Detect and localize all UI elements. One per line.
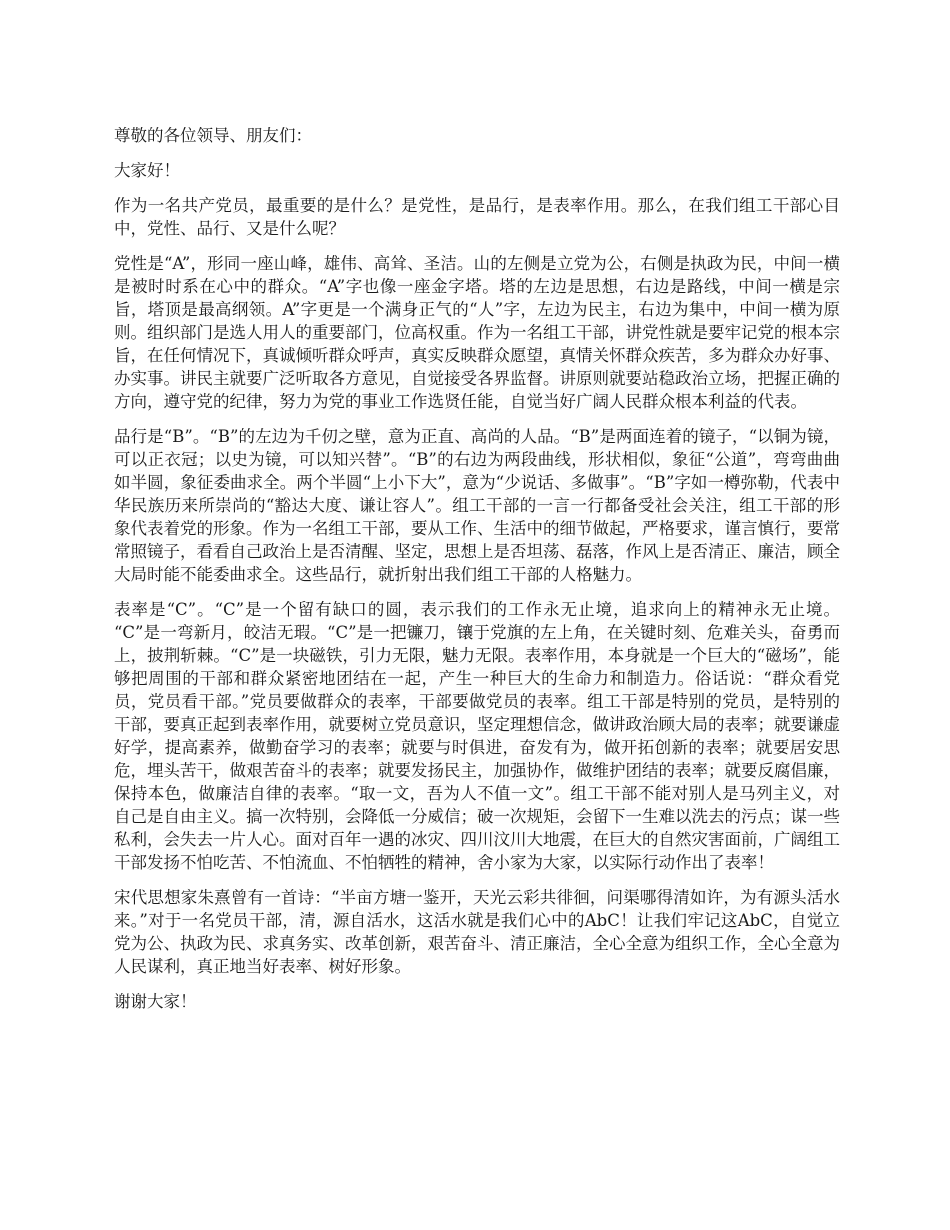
paragraph-party-spirit-a: 党性是“A”，形同一座山峰，雄伟、高耸、圣洁。山的左侧是立党为公，右侧是执政为民，中间一横是被时时系在心中的群众。“A”字也像一座金字塔。塔的左边是思想，右边是路线，中间一横是宗旨，塔顶是最高纲领。A”字更是一个满身正气的“人”字，左边为民主，右边为集中，中间一横为原则。组织部门是选人用人的重要部门，位高权重。作为一名组工干部，讲党性就是要牢记党的根本宗旨，在任何情况下，真诚倾听群众呼声，真实反映群众愿望，真情关怀群众疾苦，多为群众办好事、办实事。讲民主就要广泛听取各方意见，自觉接受各界监督。讲原则就要站稳政治立场，把握正确的方向，遵守党的纪律，努力为党的事业工作选贤任能，自觉当好广阔人民群众根本利益的代表。 <box>114 254 840 411</box>
document-body <box>114 124 840 1025</box>
paragraph-poem: 宋代思想家朱熹曾有一首诗：“半亩方塘一鉴开，天光云彩共徘徊，问渠哪得清如许，为有源头活水来。”对于一名党员干部，清，源自活水，这活水就是我们心中的AbC！让我们牢记这AbC，自觉立党为公、执政为民、求真务实、改革创新，艰苦奋斗、清正廉洁，全心全意为组织工作，全心全意为人民谋利，真正地当好表率、树好形象。 <box>114 888 840 976</box>
paragraph-conduct-b: 品行是“B”。“B”的左边为千仞之壁，意为正直、高尚的人品。“B”是两面连着的镜子，“以铜为镜，可以正衣冠；以史为镜，可以知兴替”。“B”的右边为两段曲线，形状相似，象征“公道”，弯弯曲曲如半圆，象征委曲求全。两个半圆“上小下大”，意为“少说话、多做事”。“B”字如一樽弥勒，代表中华民族历来所崇尚的“豁达大度、谦让容人”。组工干部的一言一行都备受社会关注，组工干部的形象代表着党的形象。作为一名组工干部，要从工作、生活中的细节做起，严格要求，谨言慎行，要常常照镜子，看看自己政治上是否清醒、坚定，思想上是否坦荡、磊落，作风上是否清正、廉洁，顾全大局时能不能委曲求全。这些品行，就折射出我们组工干部的人格魅力。 <box>114 427 840 584</box>
closing: 谢谢大家！ <box>114 992 197 1011</box>
salutation: 尊敬的各位领导、朋友们： <box>114 126 312 145</box>
paragraph-example-c: 表率是“C”。“C”是一个留有缺口的圆，表示我们的工作永无止境，追求向上的精神永无止境。 “C”是一弯新月，皎洁无瑕。“C”是一把镰刀，镶于党旗的左上角，在关键时刻、危难关头，奋勇而上，披荆斩棘。“C”是一块磁铁，引力无限，魅力无限。表率作用，本身就是一个巨大的“磁场”，能够把周围的干部和群众紧密地团结在一起，产生一种巨大的生命力和制造力。俗话说：“群众看党员，党员看干部。”党员要做群众的表率，干部要做党员的表率。组工干部是特别的党员，是特别的干部，要真正起到表率作用，就要树立党员意识，坚定理想信念，做讲政治顾大局的表率；就要谦虚好学，提高素养，做勤奋学习的表率；就要与时俱进，奋发有为，做开拓创新的表率；就要居安思危，埋头苦干，做艰苦奋斗的表率；就要发扬民主，加强协作，做维护团结的表率；就要反腐倡廉，保持本色，做廉洁自律的表率。“取一文，吾为人不值一文”。组工干部不能对别人是马列主义，对自己是自由主义。搞一次特别，会降低一分威信；破一次规矩，会留下一生难以洗去的污点；谋一些私利，会失去一片人心。面对百年一遇的冰灾、四川汶川大地震，在巨大的自然灾害面前，广阔组工干部发扬不怕吃苦、不怕流血、不怕牺牲的精神，舍小家为大家，以实际行动作出了表率！ <box>114 600 840 872</box>
paragraph-intro: 作为一名共产党员，最重要的是什么？是党性，是品行，是表率作用。那么，在我们组工干部心目中，党性、品行、又是什么呢？ <box>114 196 840 238</box>
greeting: 大家好！ <box>114 161 180 180</box>
